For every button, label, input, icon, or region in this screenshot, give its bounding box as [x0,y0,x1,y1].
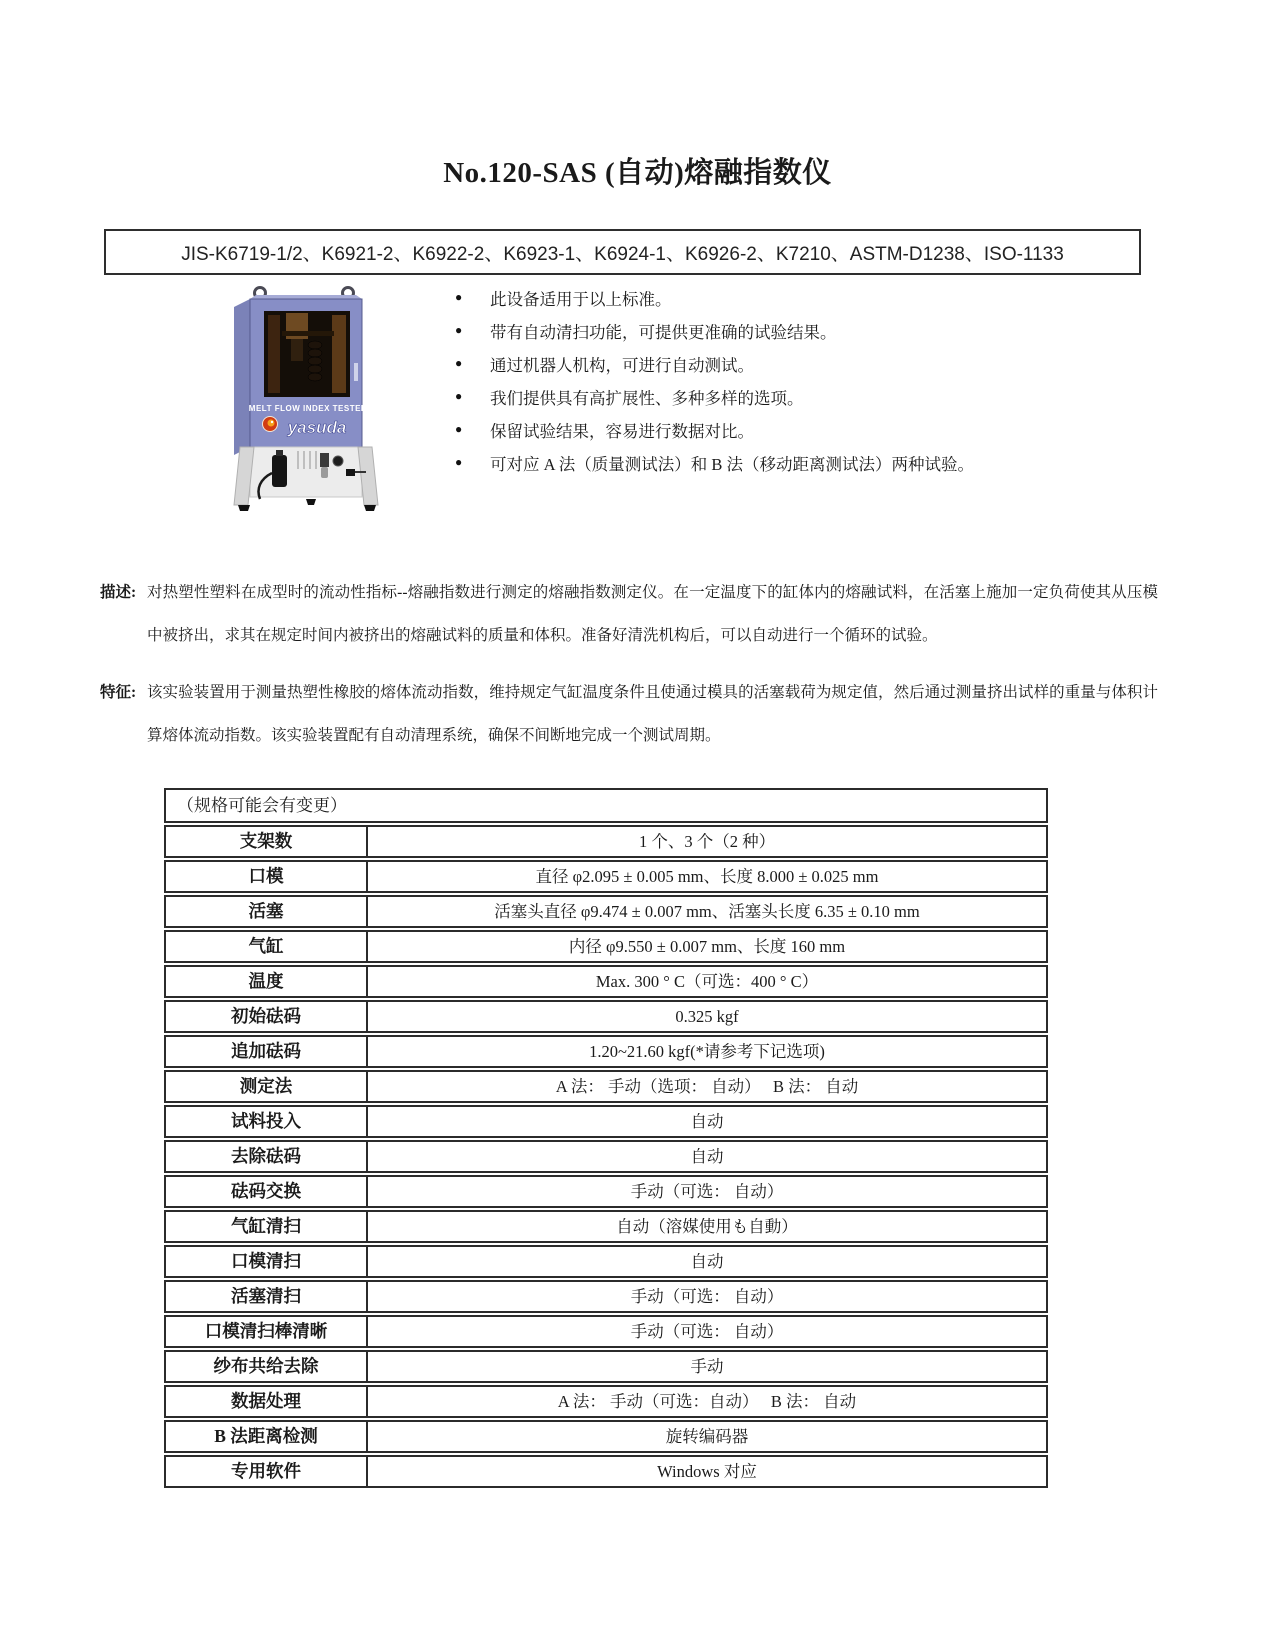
standards-box [104,229,1141,275]
description-paragraph [100,571,1158,657]
bullet-text: 保留试验结果，容易进行数据对比。 [490,421,754,441]
spec-value: A 法： 手动（选项： 自动） B 法： 自动 [368,1070,1048,1103]
spec-value: 0.325 kgf [368,1000,1048,1033]
spec-label: 纱布共给去除 [164,1350,368,1383]
bullet-text: 通过机器人机构，可进行自动测试。 [490,355,754,375]
bullet-text: 带有自动清扫功能，可提供更准确的试验结果。 [490,322,837,342]
spec-label: B 法距离检测 [164,1420,368,1453]
cabinet-side [234,299,250,455]
table-row [164,895,1048,928]
page-title: No.120-SAS (自动)熔融指数仪 [443,157,832,189]
table-row [164,1245,1048,1278]
bullet-text: 我们提供具有高扩展性、多种多样的选项。 [490,388,804,408]
spec-value: Max. 300 ° C（可选：400 ° C） [368,965,1048,998]
machine-foot [306,499,316,505]
bullet-icon: ● [455,290,463,304]
spec-table-note: （规格可能会有变更） [164,788,1048,823]
table-row [164,1385,1048,1418]
brand-name-text: yasuda [287,418,347,437]
machine-foot [238,505,250,511]
spec-value: 手动 [368,1350,1048,1383]
description-label: 描述: [100,584,137,601]
list-item [455,347,1055,380]
table-row [164,1315,1048,1348]
bullet-text: 可对应 A 法（质量测试法）和 B 法（移动距离测试法）两种试验。 [490,454,975,474]
bullet-text: 此设备适用于以上标准。 [490,289,672,309]
table-header-row [164,788,1048,823]
table-row [164,1210,1048,1243]
spec-label: 追加砝码 [164,1035,368,1068]
table-row [164,860,1048,893]
bullet-icon: ● [455,389,463,403]
spec-value: 自动 [368,1245,1048,1278]
table-row [164,1140,1048,1173]
table-row [164,930,1048,963]
table-row [164,1420,1048,1453]
spec-label: 数据处理 [164,1385,368,1418]
description-text: 对热塑性塑料在成型时的流动性指标--熔融指数进行测定的熔融指数测定仪。在一定温度下的缸体内的熔融试料，在活塞上施加一定负荷使其从压模中被挤出，求其在规定时间内被挤出的熔融试料的质量和体积。准备好清洗机构后，可以自动进行一个循环的试验。 [147,584,1158,644]
spec-label: 气缸清扫 [164,1210,368,1243]
spec-label: 口模清扫 [164,1245,368,1278]
spec-label: 口模 [164,860,368,893]
table-row [164,1455,1048,1488]
spec-label: 专用软件 [164,1455,368,1488]
spec-value: 1 个、3 个（2 种） [368,825,1048,858]
standards-text: JIS-K6719-1/2、K6921-2、K6922-2、K6923-1、K6924-1、K6926-2、K7210、ASTM-D1238、ISO-1133 [181,243,1064,265]
list-item [455,446,1055,479]
table-row [164,965,1048,998]
spec-label: 活塞清扫 [164,1280,368,1313]
machine-caption-text: MELT FLOW INDEX TESTER [248,404,368,413]
spec-label: 温度 [164,965,368,998]
features-text: 该实验装置用于测量热塑性橡胶的熔体流动指数，维持规定气缸温度条件且使通过模具的活塞载荷为规定值，然后通过测量挤出试样的重量与体积计算熔体流动指数。该实验装置配有自动清理系统，确保不间断地完成一个测试周期。 [147,684,1158,744]
table-row [164,1350,1048,1383]
spec-value: 直径 φ2.095 ± 0.005 mm、长度 8.000 ± 0.025 mm [368,860,1048,893]
spec-value: 旋转编码器 [368,1420,1048,1453]
spec-value: 1.20~21.60 kgf(*请参考下记选项) [368,1035,1048,1068]
list-item [455,380,1055,413]
spec-label: 砝码交换 [164,1175,368,1208]
spec-label: 活塞 [164,895,368,928]
product-image [220,283,392,511]
stand-panel [250,447,362,497]
spec-value: 自动（溶媒使用も自動） [368,1210,1048,1243]
features-paragraph [100,671,1158,757]
spec-label: 气缸 [164,930,368,963]
spec-value: A 法： 手动（可选：自动） B 法： 自动 [368,1385,1048,1418]
table-row [164,825,1048,858]
features-label: 特征: [100,684,137,701]
spec-value: 手动（可选： 自动） [368,1280,1048,1313]
spec-label: 试料投入 [164,1105,368,1138]
list-item [455,314,1055,347]
bullet-icon: ● [455,323,463,337]
list-item [455,281,1055,314]
air-regulator [320,453,329,467]
gauge-icon [333,456,343,466]
spec-label: 口模清扫棒清晰 [164,1315,368,1348]
melt-flow-tester-illustration [220,283,392,511]
bullet-icon: ● [455,455,463,469]
spec-label: 去除砝码 [164,1140,368,1173]
spec-label: 初始砝码 [164,1000,368,1033]
machine-foot [364,505,376,511]
bullet-icon: ● [455,356,463,370]
spec-value: Windows 对应 [368,1455,1048,1488]
table-row [164,1070,1048,1103]
spec-label: 测定法 [164,1070,368,1103]
specification-table [164,786,1048,1490]
list-item [455,413,1055,446]
feature-bullet-list [455,281,1055,479]
door-handle [354,363,358,381]
spec-value: 自动 [368,1140,1048,1173]
spec-value: 手动（可选： 自动） [368,1315,1048,1348]
spec-label: 支架数 [164,825,368,858]
solvent-canister [272,455,287,487]
table-row [164,1175,1048,1208]
spec-value: 内径 φ9.550 ± 0.007 mm、长度 160 mm [368,930,1048,963]
spec-value: 手动（可选： 自动） [368,1175,1048,1208]
spec-value: 自动 [368,1105,1048,1138]
spec-value: 活塞头直径 φ9.474 ± 0.007 mm、活塞头长度 6.35 ± 0.10 mm [368,895,1048,928]
table-row [164,1035,1048,1068]
table-row [164,1280,1048,1313]
bullet-icon: ● [455,422,463,436]
table-row [164,1000,1048,1033]
table-row [164,1105,1048,1138]
